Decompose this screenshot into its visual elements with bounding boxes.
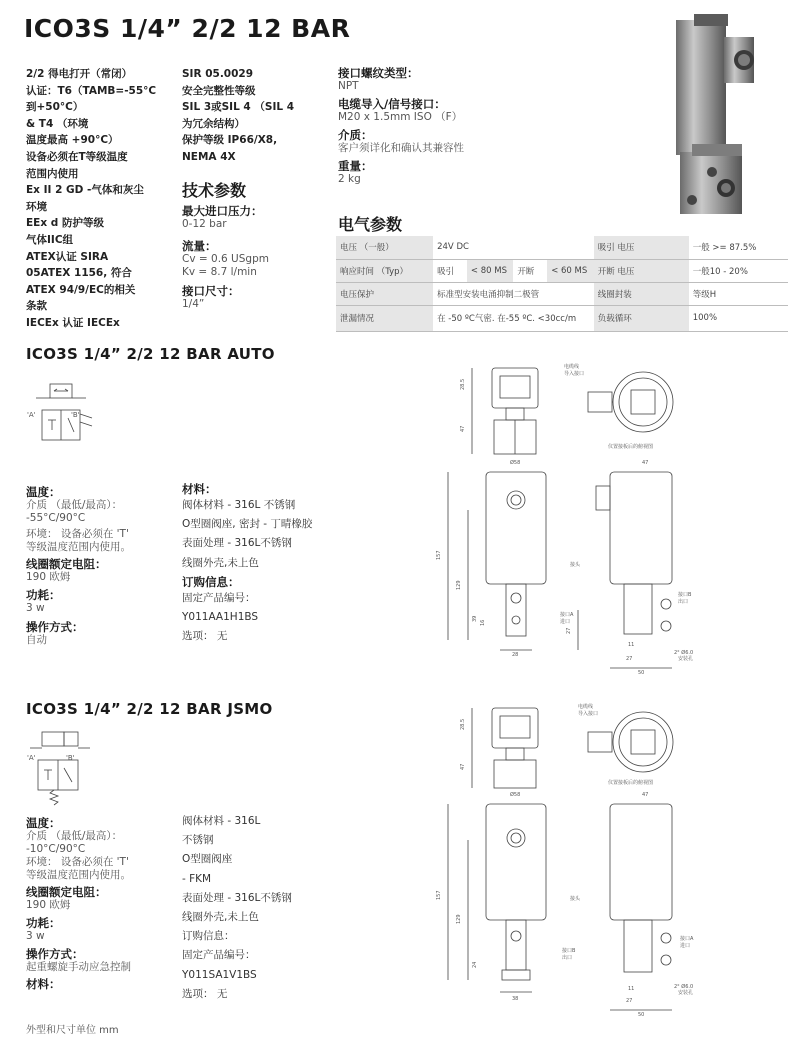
info-line: - FKM (182, 872, 212, 885)
cable-value: M20 x 1.5mm ISO （F） (338, 111, 463, 123)
material-line: 线圈外壳,未上色 (182, 556, 259, 569)
tech-params (182, 178, 269, 311)
env-line-1: 环境： 设备必须在 'T' (26, 856, 129, 868)
order-line: Y011AA1H1BS (182, 611, 259, 624)
operation-label: 操作方式： (26, 620, 84, 634)
weight-value: 2 kg (338, 173, 361, 185)
flow-kv: Kv = 8.7 l/min (182, 266, 257, 278)
info-line: 阀体材料 - 316L (182, 815, 261, 827)
material-line: O型圈阀座, 密封 - 丁晴橡胶 (182, 518, 313, 531)
spec-line: 气体IIC组 (26, 233, 74, 246)
dim-label: 38 (512, 996, 519, 1002)
spec-line: 认证：T6（TAMB=-55°C (26, 84, 157, 97)
dim-label: Ø58 (510, 460, 521, 466)
weight-label: 重量： (338, 159, 373, 173)
table-cell: 泄漏情况 (336, 305, 433, 331)
jsmo-info-left (26, 816, 131, 991)
dim-label: 47 (460, 763, 466, 770)
table-cell: 电压保护 (336, 282, 433, 305)
table-cell: 吸引 电压 (594, 236, 689, 259)
temp-medium: 介质 （最低/最高）： (26, 499, 123, 511)
dim-label: 39 (472, 615, 478, 622)
auto-port-b: 'B' (71, 411, 80, 419)
power-label: 功耗： (26, 588, 61, 602)
table-cell: 线圈封装 (594, 282, 689, 305)
spec-line: 为冗余结构） (182, 117, 245, 130)
auto-section-title: ICO3S 1/4” 2/2 12 BAR AUTO (26, 345, 275, 363)
spec-line: EEx d 防护等级 (26, 217, 104, 230)
spec-line: & T4 （环境 (26, 117, 89, 130)
power-value: 3 w (26, 930, 45, 942)
table-cell: < 60 MS (547, 259, 594, 282)
cable-label: 电缆导入/信号接口： (338, 97, 446, 111)
operation-label: 操作方式： (26, 947, 84, 961)
operation-value: 自动 (26, 634, 47, 646)
dim-label: 50 (638, 670, 645, 676)
drawing-label: 电缆线 (578, 704, 594, 710)
temp-medium: 介质 （最低/最高）： (26, 830, 123, 842)
temp-label: 温度： (26, 485, 61, 499)
env-line-1: 环境： 设备必须在 'T' (26, 528, 129, 540)
dim-label: 47 (642, 792, 649, 798)
electrical-heading: 电气参数 (338, 215, 403, 234)
table-row (336, 282, 788, 305)
spec-line: NEMA 4X (182, 150, 236, 163)
drawing-label: 接口A (560, 612, 574, 618)
table-cell: 24V DC (433, 236, 594, 259)
drawing-label: 出口 (678, 599, 689, 605)
drawing-label: 接口B (562, 948, 576, 954)
jsmo-info-middle (182, 812, 292, 1004)
dim-label: 129 (456, 914, 462, 924)
table-row (336, 236, 788, 259)
env-line-2: 等级温度范围内使用。 (26, 541, 131, 553)
dim-label: Ø58 (510, 792, 521, 798)
connection-info (338, 66, 464, 186)
drawing-caption: 仪置接板后的俯视图 (608, 780, 654, 786)
auto-valve-symbol (26, 378, 106, 448)
operation-value: 起重螺旋手动应急控制 (26, 961, 131, 973)
table-row (336, 259, 788, 282)
power-value: 3 w (26, 602, 45, 614)
port-size-value: 1/4” (182, 298, 205, 310)
thread-value: NPT (338, 80, 359, 92)
info-line: 选项： 无 (182, 987, 228, 1000)
spec-line: 05ATEX 1156, 符合 (26, 267, 132, 280)
env-line-2: 等级温度范围内使用。 (26, 869, 131, 881)
drawing-label: 安装孔 (678, 656, 694, 662)
auto-port-a: 'A' (27, 411, 36, 419)
coil-value: 190 欧姆 (26, 899, 71, 911)
order-label: 订购信息： (182, 574, 240, 589)
drawing-label: 进口 (560, 619, 571, 625)
dim-label: 16 (480, 619, 486, 626)
table-cell: 吸引 (433, 259, 467, 282)
max-pressure-value: 0-12 bar (182, 218, 227, 230)
info-line: O型圈阀座 (182, 853, 233, 866)
temp-medium-value: -55°C/90°C (26, 512, 86, 524)
coil-label: 线圈额定电阻： (26, 885, 107, 899)
max-pressure-label: 最大进口压力： (182, 204, 263, 218)
table-cell: 一般 >= 87.5% (689, 236, 788, 259)
material-line: 表面处理 - 316L不锈钢 (182, 537, 292, 550)
auto-info-middle (182, 482, 312, 646)
spec-line: Ex II 2 GD -气体和灰尘 (26, 184, 144, 197)
spec-line: 条款 (26, 300, 47, 313)
material-line: 阀体材料 - 316L 不锈钢 (182, 499, 296, 511)
spec-column-1 (26, 66, 156, 332)
auto-info-left (26, 485, 131, 647)
jsmo-valve-symbol (26, 728, 106, 808)
table-cell: 等级H (689, 282, 788, 305)
info-line: 固定产品编号： (182, 949, 256, 962)
dim-label: 157 (436, 550, 442, 560)
footer-note: 外型和尺寸单位 mm (26, 1025, 119, 1036)
spec-line: SIR 05.0029 (182, 68, 254, 80)
dim-label: 50 (638, 1012, 645, 1018)
spec-line: 设备必须在T等级温度 (26, 150, 128, 163)
drawing-caption: 仪置接板后的俯视图 (608, 444, 654, 450)
dim-label: 11 (628, 986, 635, 992)
dim-label: 24 (472, 961, 478, 968)
valve-product-image (664, 12, 774, 222)
spec-line: 2/2 得电打开（常闭） (26, 68, 133, 80)
spec-line: ATEX认证 SIRA (26, 250, 109, 263)
thread-label: 接口螺纹类型： (338, 66, 419, 80)
table-cell: 标准型安装电涌抑制二极管 (433, 282, 594, 305)
order-line: 选项： 无 (182, 630, 228, 643)
table-cell: 负载循环 (594, 305, 689, 331)
temp-label: 温度： (26, 816, 61, 830)
drawing-label: 安装孔 (678, 990, 694, 996)
info-line: Y011SA1V1BS (182, 968, 257, 981)
table-cell: 在 -50 ºC气密. 在-55 ºC. <30cc/m (433, 305, 594, 331)
flow-cv: Cv = 0.6 USgpm (182, 253, 269, 265)
order-line: 固定产品编号： (182, 591, 256, 604)
dim-label: 28 (512, 652, 519, 658)
jsmo-port-b: 'B' (66, 754, 75, 762)
spec-line: 保护等级 IP66/X8, (182, 134, 278, 147)
spec-line: IECEx 认证 IECEx (26, 316, 120, 329)
dim-label: 47 (460, 425, 466, 432)
spec-line: 到+50°C） (26, 101, 84, 114)
page-title: ICO3S 1/4” 2/2 12 BAR (24, 14, 351, 43)
medium-label: 介质： (338, 128, 373, 142)
info-line: 表面处理 - 316L不锈钢 (182, 891, 292, 904)
power-label: 功耗： (26, 916, 61, 930)
coil-label: 线圈额定电阻： (26, 557, 107, 571)
auto-technical-drawing (428, 360, 728, 680)
drawing-label: 接头 (570, 896, 581, 902)
port-size-label: 接口尺寸： (182, 284, 240, 298)
table-cell: 开断 (513, 259, 547, 282)
table-cell: 电压 （一般） (336, 236, 433, 259)
info-line: 订购信息： (182, 930, 235, 943)
dim-label: 28.5 (460, 378, 466, 390)
tech-heading: 技术参数 (182, 181, 247, 200)
drawing-label: 2° Ø6.0 (674, 650, 694, 656)
flow-label: 流量： (182, 239, 217, 253)
table-cell: 一般10 - 20% (689, 259, 788, 282)
temp-medium-value: -10°C/90°C (26, 843, 86, 855)
dim-label: 129 (456, 580, 462, 590)
info-line: 线圈外壳,未上色 (182, 911, 259, 924)
table-row (336, 305, 788, 331)
dim-label: 157 (436, 890, 442, 900)
dim-label: 27 (626, 656, 633, 662)
drawing-label: 接口B (678, 592, 692, 598)
table-cell: 开断 电压 (594, 259, 689, 282)
drawing-label: 电缆线 (564, 364, 580, 370)
material-label: 材料： (26, 977, 61, 991)
table-cell: < 80 MS (467, 259, 514, 282)
drawing-label: 接头 (570, 562, 581, 568)
drawing-label: 出口 (562, 955, 573, 961)
drawing-label: 导入接口 (564, 371, 585, 377)
spec-line: 安全完整性等级 (182, 84, 256, 97)
drawing-label: 2° Ø6.0 (674, 984, 694, 990)
spec-line: SIL 3或SIL 4 （SIL 4 (182, 101, 295, 114)
jsmo-port-a: 'A' (27, 754, 36, 762)
jsmo-technical-drawing (428, 700, 728, 1020)
table-cell: 响应时间 （Typ） (336, 259, 433, 282)
dim-label: 28.5 (460, 718, 466, 730)
table-cell: 100% (689, 305, 788, 331)
drawing-label: 进口 (680, 943, 691, 949)
drawing-label: 接口A (680, 936, 694, 942)
jsmo-section-title: ICO3S 1/4” 2/2 12 BAR JSMO (26, 700, 273, 718)
spec-line: 温度最高 +90°C） (26, 134, 119, 147)
spec-line: 范围内使用 (26, 167, 79, 180)
coil-value: 190 欧姆 (26, 571, 71, 583)
dim-label: 27 (626, 998, 633, 1004)
drawing-label: 导入接口 (578, 711, 599, 717)
material-label: 材料： (182, 482, 217, 496)
dim-label: 27 (566, 627, 572, 634)
dim-label: 11 (628, 642, 635, 648)
spec-line: 环境 (26, 200, 47, 213)
info-line: 不锈钢 (182, 834, 214, 847)
dim-label: 47 (642, 460, 649, 466)
spec-column-2 (182, 66, 294, 166)
medium-value: 客户须详化和确认其兼容性 (338, 142, 464, 154)
spec-line: ATEX 94/9/EC的相关 (26, 283, 136, 296)
electrical-table (336, 236, 788, 332)
